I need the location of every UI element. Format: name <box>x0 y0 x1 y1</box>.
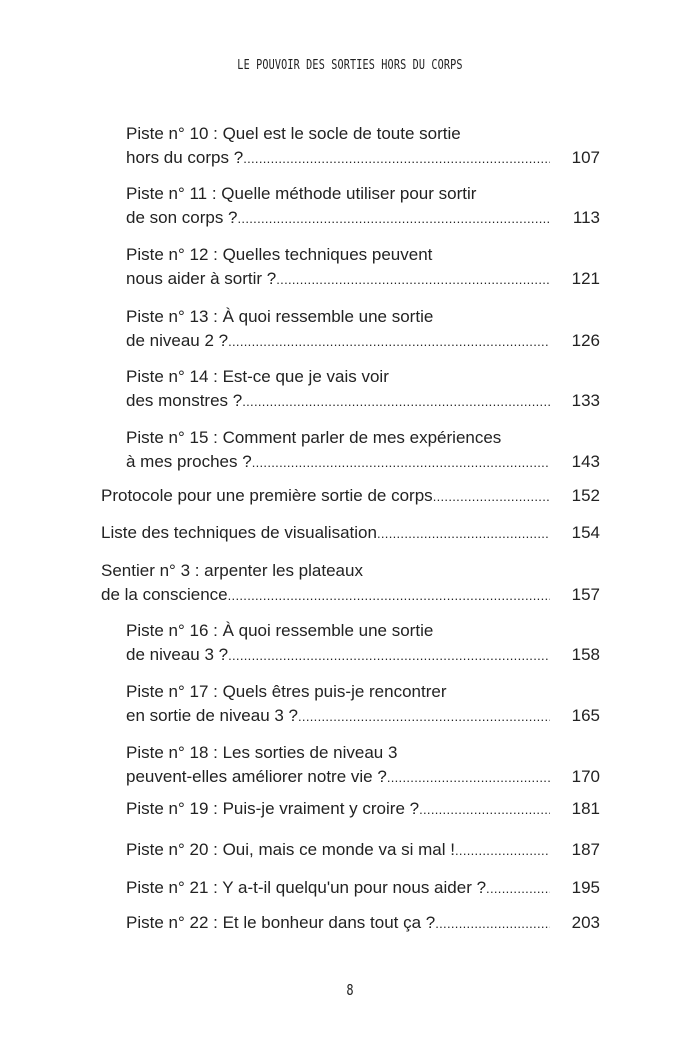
toc-entry <box>101 521 600 546</box>
toc-entry <box>126 741 600 790</box>
toc-page-number: 158 <box>571 645 600 664</box>
page-number: 8 <box>346 981 354 999</box>
toc-entry-leader-line <box>101 484 600 509</box>
dot-leader <box>228 584 550 608</box>
dot-leader <box>435 912 550 936</box>
toc-page-number: 143 <box>571 452 600 471</box>
toc-entry-leader-line <box>126 643 600 668</box>
toc-entry-leader-line <box>126 704 600 729</box>
toc-page-number: 165 <box>571 706 600 725</box>
toc-entry <box>126 911 600 936</box>
dot-leader <box>433 485 550 509</box>
toc-entry-leader-line <box>126 876 600 901</box>
toc-entry-title-continued: des monstres ? <box>126 391 243 410</box>
toc-entry-title: Piste n° 16 : À quoi ressemble une sortie <box>126 621 434 640</box>
toc-entry-title: Sentier n° 3 : arpenter les plateaux <box>101 561 363 580</box>
toc-entry-title: Piste n° 21 : Y a-t-il quelqu'un pour nous aider ? <box>126 878 487 897</box>
toc-entry-title: Piste n° 14 : Est-ce que je vais voir <box>126 367 389 386</box>
toc-entry <box>101 559 600 608</box>
toc-entry-leader-line <box>126 267 600 292</box>
toc-entry-title-continued: de niveau 3 ? <box>126 645 229 664</box>
toc-entry <box>126 305 600 354</box>
dot-leader <box>228 330 550 354</box>
toc-entry-title-continued: de niveau 2 ? <box>126 331 229 350</box>
toc-entry-leader-line <box>126 329 600 354</box>
toc-page-number: 154 <box>571 523 600 542</box>
toc-page-number: 170 <box>571 767 600 786</box>
running-head: LE POUVOIR DES SORTIES HORS DU CORPS <box>237 58 463 73</box>
toc-page-number: 121 <box>571 269 600 288</box>
dot-leader <box>298 705 550 729</box>
toc-entry-title: Piste n° 18 : Les sorties de niveau 3 <box>126 743 398 762</box>
toc-page-number: 152 <box>571 486 600 505</box>
toc-entry <box>126 797 600 822</box>
toc-entry-leader-line <box>126 797 600 822</box>
toc-page-number: 107 <box>571 148 600 167</box>
toc-entry-title-continued: nous aider à sortir ? <box>126 269 277 288</box>
dot-leader <box>387 766 550 790</box>
dot-leader <box>252 451 550 475</box>
toc-entry-title: Piste n° 15 : Comment parler de mes expériences <box>126 428 502 447</box>
toc-page-number: 195 <box>571 878 600 897</box>
toc-entry <box>126 426 600 475</box>
toc-page-number: 113 <box>572 208 600 227</box>
dot-leader <box>238 207 550 231</box>
toc-page-number: 187 <box>571 840 600 859</box>
toc-entry-leader-line <box>101 583 600 608</box>
toc-entry <box>101 484 600 509</box>
toc-entry-title-continued: de son corps ? <box>126 208 238 227</box>
dot-leader <box>276 268 550 292</box>
toc-entry <box>126 243 600 292</box>
toc-entry-leader-line <box>126 389 600 414</box>
toc-entry-title: Piste n° 19 : Puis-je vraiment y croire ? <box>126 799 420 818</box>
toc-page-number: 133 <box>571 391 600 410</box>
toc-entry <box>126 838 600 863</box>
toc-entry-title: Piste n° 13 : À quoi ressemble une sortie <box>126 307 434 326</box>
dot-leader <box>455 839 550 863</box>
toc-entry-title: Piste n° 11 : Quelle méthode utiliser pour sortir <box>126 184 477 203</box>
toc-entry-title: Piste n° 22 : Et le bonheur dans tout ça ? <box>126 913 436 932</box>
dot-leader <box>242 390 550 414</box>
toc-entry-title-continued: peuvent-elles améliorer notre vie ? <box>126 767 387 786</box>
toc-entry-leader-line <box>126 206 600 231</box>
toc-entry <box>126 182 600 231</box>
toc-entry <box>126 122 600 171</box>
toc-entry-title: Piste n° 17 : Quels êtres puis-je rencontrer <box>126 682 447 701</box>
dot-leader <box>419 798 550 822</box>
toc-entry-leader-line <box>126 911 600 936</box>
toc-entry-title-continued: de la conscience <box>101 585 228 604</box>
toc-entry-title: Piste n° 10 : Quel est le socle de toute sortie <box>126 124 461 143</box>
toc-entry-title-continued: en sortie de niveau 3 ? <box>126 706 299 725</box>
toc-page-number: 157 <box>571 585 600 604</box>
toc-entry <box>126 876 600 901</box>
toc-entry-title: Liste des techniques de visualisation <box>101 523 377 542</box>
dot-leader <box>228 644 550 668</box>
toc-entry-leader-line <box>126 765 600 790</box>
toc-entry <box>126 619 600 668</box>
toc-page-number: 181 <box>571 799 600 818</box>
toc-entry-title-continued: hors du corps ? <box>126 148 244 167</box>
toc-entry-leader-line <box>126 146 600 171</box>
toc-entry-title: Piste n° 20 : Oui, mais ce monde va si mal ! <box>126 840 455 859</box>
toc-entry-leader-line <box>101 521 600 546</box>
toc-page-number: 203 <box>571 913 600 932</box>
toc-entry-leader-line <box>126 450 600 475</box>
toc-page-number: 126 <box>571 331 600 350</box>
toc-entry-title: Piste n° 12 : Quelles techniques peuvent <box>126 245 433 264</box>
toc-entry-leader-line <box>126 838 600 863</box>
dot-leader <box>243 147 550 171</box>
dot-leader <box>486 877 550 901</box>
dot-leader <box>377 522 550 546</box>
toc-entry <box>126 365 600 414</box>
toc-entry-title: Protocole pour une première sortie de corps <box>101 486 433 505</box>
toc-entry <box>126 680 600 729</box>
toc-entry-title-continued: à mes proches ? <box>126 452 252 471</box>
